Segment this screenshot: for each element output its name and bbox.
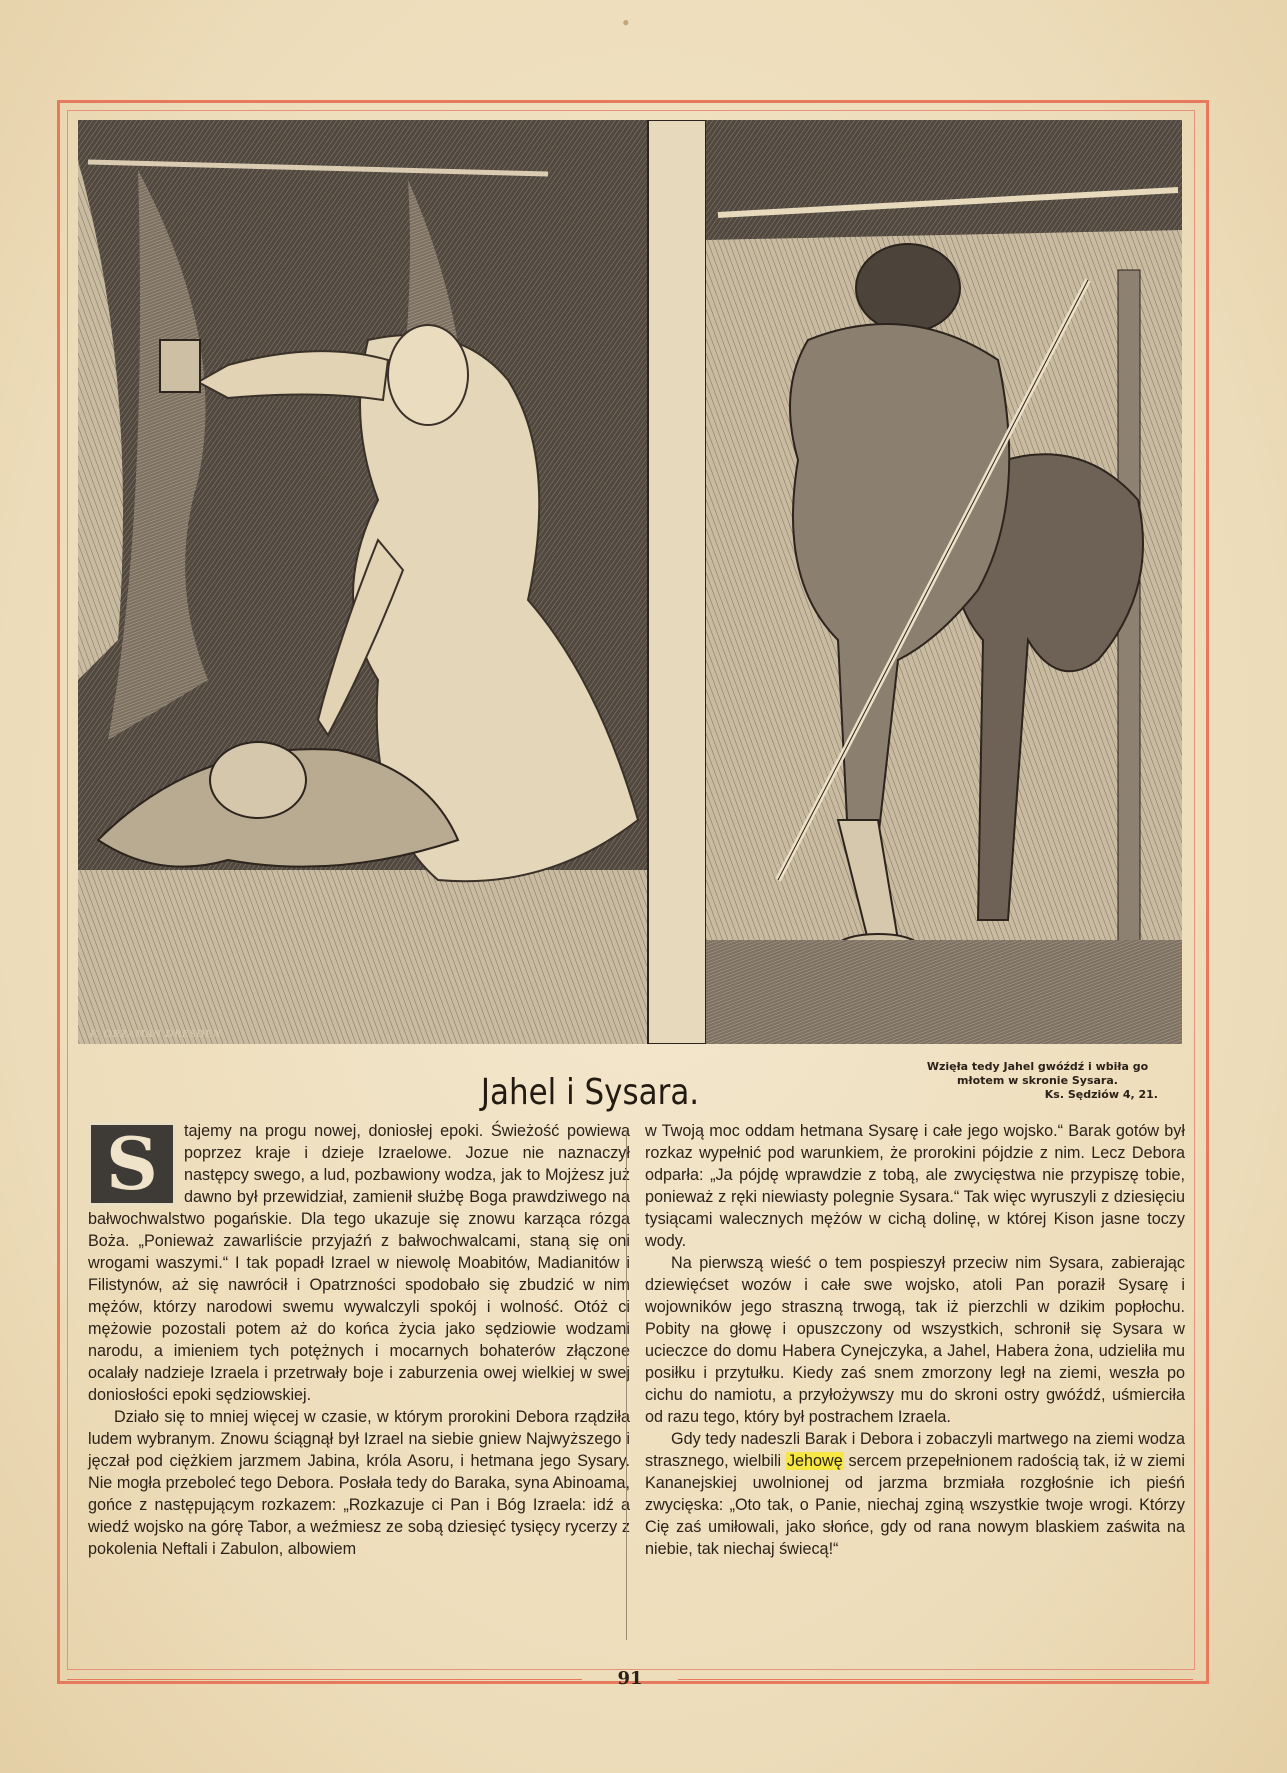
dropcap-letter: S	[106, 1121, 158, 1206]
paragraph	[645, 1428, 1185, 1560]
engraving-svg	[78, 120, 1182, 1044]
page-number: 91	[617, 1668, 643, 1689]
paragraph	[88, 1120, 630, 1406]
paragraph-text: sercem przepełnionem radością tak, iż w ziemi Kananejskiej uwolnionej od jarzma brzmiała rozgłośnie ich pieśń zwycięska: „Oto tak, o Panie, niechaj zginą wszystkie twoje wrogi. Którzy Cię zaś umiłowali, jako słońce, gdy od rana nowym blaskiem zaświta na niebie, tak niechaj świecą!“	[645, 1452, 1185, 1558]
tent-floor	[78, 870, 718, 1044]
article-title: Jahel i Sysara.	[480, 1072, 700, 1113]
text-column-left	[88, 1120, 630, 1560]
trellis-post	[1118, 270, 1140, 1020]
dropcap	[88, 1122, 176, 1206]
caption-reference: Ks. Sędziów 4, 21.	[1044, 1088, 1158, 1101]
ornament-dot-icon: •	[622, 10, 630, 35]
footer-rule-right	[678, 1679, 1193, 1680]
warrior-helmet	[856, 244, 960, 332]
caption-text: Wzięła tedy Jahel gwóźdź i wbiła go młotem w skronie Sysara.	[926, 1060, 1149, 1087]
text-column-right	[645, 1120, 1185, 1560]
sisera-head	[210, 742, 306, 818]
jael-head	[388, 325, 468, 425]
column-divider	[626, 1130, 628, 1640]
vine-trellis	[706, 120, 1182, 240]
hammer-icon	[160, 340, 200, 392]
footer-rule-left	[67, 1679, 582, 1680]
tent-pole	[648, 120, 706, 1044]
engraving-illustration	[78, 120, 1182, 1044]
paragraph-text: Gdy tedy nadeszli Barak i Debora i zobaczyli martwego na ziemi wodza strasznego, wielbili	[645, 1430, 1185, 1470]
paragraph: Na pierwszą wieść o tem pospieszył przeciw nim Sysara, zabierając dziewięćset wozów i całe swe wojsko, atoli Pan poraził Sysarę i wojowników jego straszną trwogą, tak iż pierzchli w dzikim popłochu. Pobity na głowę i opuszczony od wszystkich, schronił się Sysara w ucieczce do domu Habera Cynejczyka, a Jahel, Habera żona, udzieliła mu posiłku i przytułku. Kiedy zaś snem zmorzony legł na ziemi, weszła po cichu do namiotu, a przyłożywszy mu do skroni ostry gwóźdź, uśmierciła od razu tego, który był postrachem Izraela.	[645, 1254, 1185, 1426]
ground	[706, 940, 1182, 1044]
illustration-caption	[905, 1060, 1170, 1102]
highlighted-word: Jehowę	[786, 1452, 843, 1470]
paragraph-text: tajemy na progu nowej, doniosłej epoki. Świeżość powiewa poprzez kraje i dzieje Izraelowe. Jozue nie naznaczył następcy swego, a lud, pozbawiony wodza, jak to Mojżesz już dawno był przewidział, zamienił służbę Boga prawdziwego na bałwochwalstwo pogańskie. Dla tego ukazuje się znowu karząca rózga Boża. „Ponieważ zawarliście przyjaźń z bałwochwalcami, staną się oni wrogami waszymi.“ I tak popadł Izrael w niewolę Moabitów, Madianitów i Filistynów, aż się nawrócił i Opatrzności spodobało się zbudzić w nim mężów, którzy narodowi swemu wywalczyli spokój i wolność. Otóż ci mężowie pozostali potem aż do końca życia jako sędziowie wodzami narodu, a imieniem tych potężnych i mocarnych bohaterów złączone ocalały nadzieje Izraela i przetrwały boje i zaburzenia owej wielkiej w swej doniosłości epoki sędziowskiej.	[88, 1122, 630, 1404]
engraver-signature: F. ORZAMAN DRESDEN	[90, 1028, 222, 1040]
paragraph: Działo się to mniej więcej w czasie, w którym prorokini Debora rządziła ludem wybranym. Znowu ściągnął był Izrael na siebie gniew Najwyższego i jęczał pod ciężkiem jarzmem Jabina, króla Asoru, i hetmana jego Sysary. Nie mogła przeboleć tego Debora. Posłała tedy do Baraka, syna Abinoama, gońce z następującym rozkazem: „Rozkazuje ci Pan i Bóg Izraela: idź a wiedź wojsko na górę Tabor, a weźmiesz ze sobą dziesięć tysięcy rycerzy z pokolenia Neftali i Zabulon, albowiem	[88, 1408, 630, 1558]
paragraph: w Twoją moc oddam hetmana Sysarę i całe jego wojsko.“ Barak gotów był rozkaz wypełnić pod warunkiem, że prorokini pójdzie z nim. Lecz Debora odparła: „Ja pójdę wprawdzie z tobą, ale zwycięstwa nie przypiszę tobie, ponieważ z ręki niewiasty polegnie Sysara.“ Tak więc wyruszyli z dziesięciu tysiącami walecznych mężów w cichą dolinę, w której Kison jasne toczy wody.	[645, 1122, 1185, 1250]
